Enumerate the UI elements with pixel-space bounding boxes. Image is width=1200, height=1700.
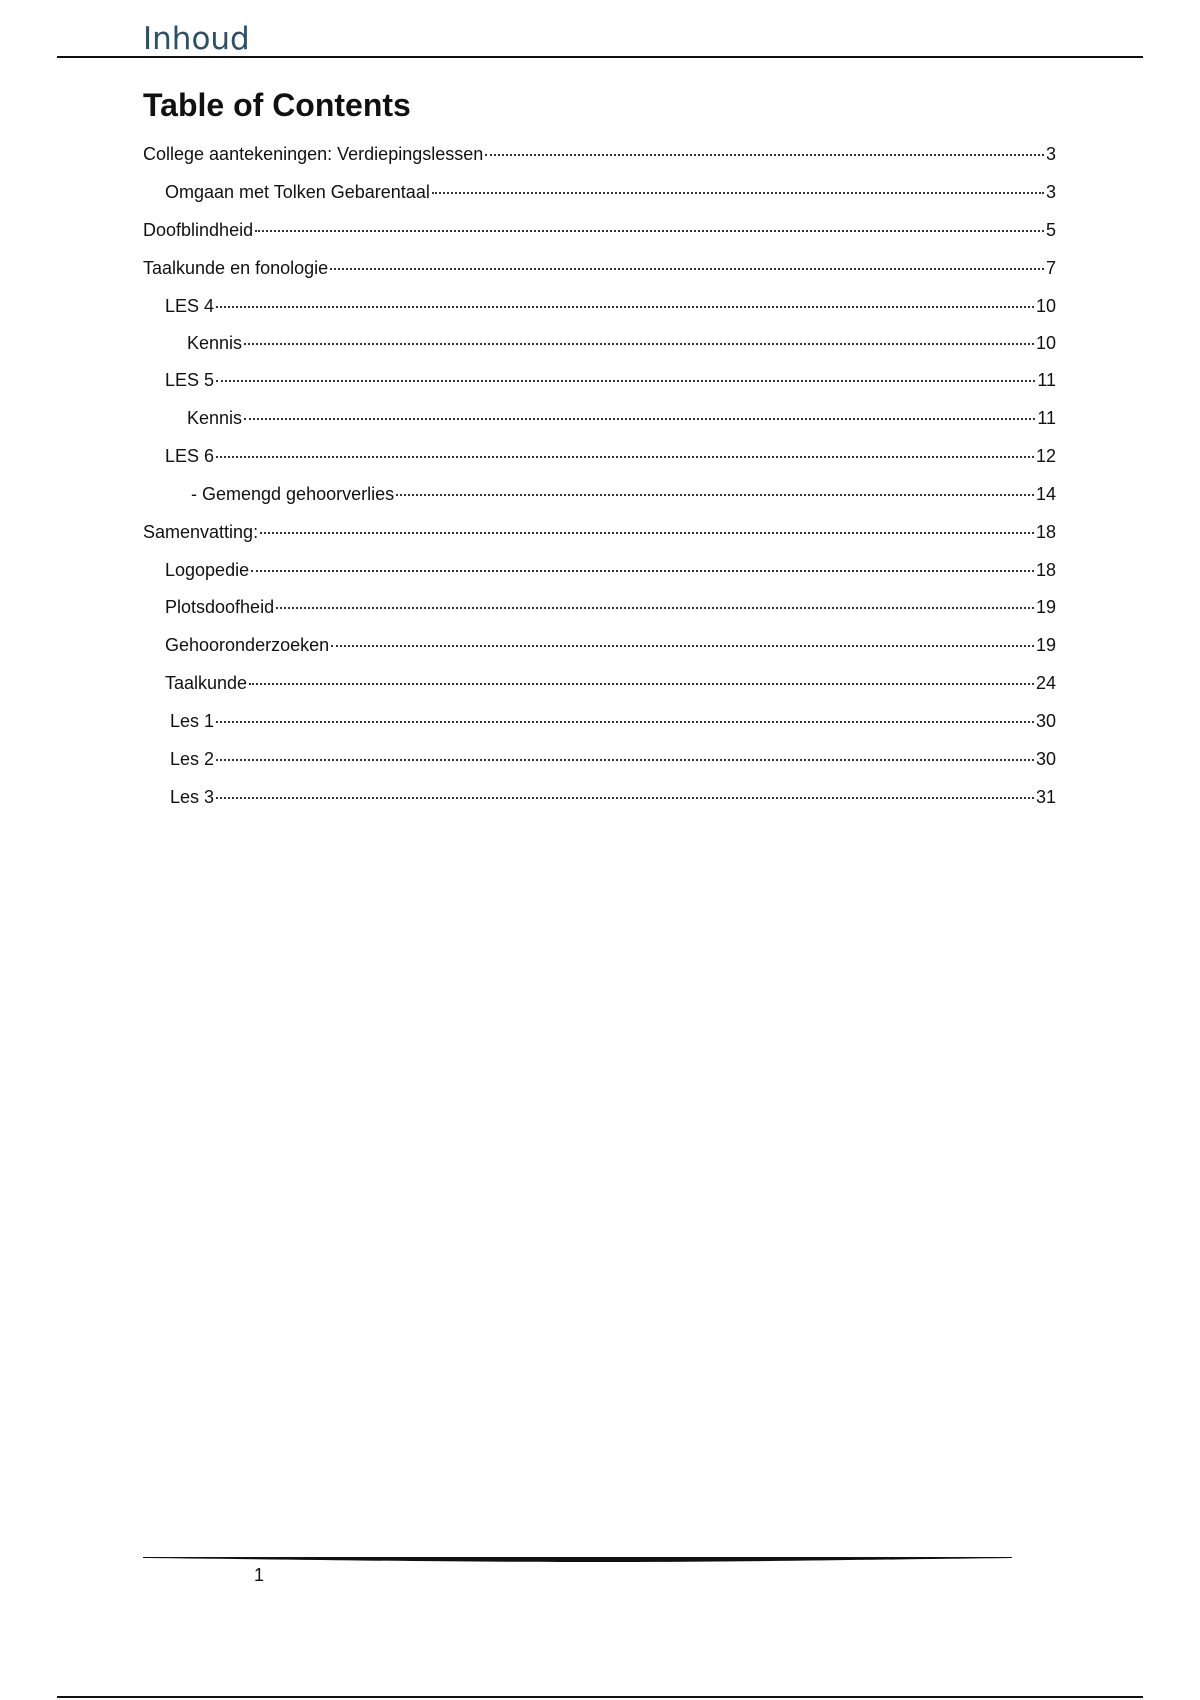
toc-entry[interactable] <box>143 749 1056 771</box>
toc-entry[interactable] <box>143 258 1056 280</box>
toc-entry-page: 30 <box>1035 711 1056 731</box>
toc-entry[interactable] <box>143 333 1056 355</box>
toc-entry-label: LES 5 <box>165 370 215 390</box>
page-number: 1 <box>254 1565 265 1585</box>
toc-leader-dots <box>260 532 1034 534</box>
toc-leader-dots <box>216 759 1034 761</box>
toc-entry-label: Plotsdoofheid <box>165 597 275 617</box>
toc-entry[interactable] <box>143 446 1056 468</box>
toc-entry-label: LES 6 <box>165 446 215 466</box>
toc-entry-label: Samenvatting: <box>143 522 259 542</box>
toc-entry-page: 30 <box>1035 749 1056 769</box>
toc-entry[interactable] <box>143 711 1056 733</box>
toc-entry-page: 10 <box>1035 333 1056 353</box>
toc-leader-dots <box>216 456 1034 458</box>
toc-entry-page: 14 <box>1035 484 1056 504</box>
toc-leader-dots <box>331 645 1034 647</box>
toc-entry[interactable] <box>143 144 1056 166</box>
toc-entry-label: Taalkunde <box>165 673 248 693</box>
toc-leader-dots <box>216 721 1034 723</box>
toc-entry[interactable] <box>143 370 1056 392</box>
page-bottom-divider <box>57 1696 1143 1698</box>
toc-entry[interactable] <box>143 408 1056 430</box>
toc-leader-dots <box>249 683 1034 685</box>
toc-leader-dots <box>432 192 1044 194</box>
toc-leader-dots <box>396 494 1034 496</box>
toc-entry-page: 18 <box>1035 522 1056 542</box>
toc-entry-page: 7 <box>1045 258 1056 278</box>
toc-leader-dots <box>255 230 1044 232</box>
toc-entry-page: 11 <box>1037 408 1056 428</box>
toc-entry-label: Kennis <box>187 333 243 353</box>
toc-entry-label: Doofblindheid <box>143 220 254 240</box>
page-header-title: Inhoud <box>143 21 250 57</box>
toc-leader-dots <box>251 570 1034 572</box>
toc-entry[interactable] <box>143 522 1056 544</box>
toc-entry-page: 5 <box>1045 220 1056 240</box>
toc-leader-dots <box>276 607 1034 609</box>
toc-entry-label: Omgaan met Tolken Gebarentaal <box>165 182 430 202</box>
toc-entry-label: College aantekeningen: Verdiepingslessen <box>143 144 484 164</box>
toc-entry-page: 19 <box>1035 635 1056 655</box>
toc-entry-label: Logopedie <box>165 560 250 580</box>
toc-entry[interactable] <box>143 560 1056 582</box>
toc-leader-dots <box>216 797 1034 799</box>
toc-leader-dots <box>216 380 1035 382</box>
toc-entry-label: Les 1 <box>170 711 215 731</box>
toc-entry-label: Les 3 <box>170 787 215 807</box>
toc-entry[interactable] <box>143 635 1056 657</box>
toc-entry-page: 12 <box>1035 446 1056 466</box>
toc-entry-page: 19 <box>1035 597 1056 617</box>
footer-swash-line <box>143 1548 1012 1568</box>
toc-entry-page: 3 <box>1045 144 1056 164</box>
header-divider <box>57 56 1143 58</box>
toc-entry-label: LES 4 <box>165 296 215 316</box>
toc-entry-label: Gehooronderzoeken <box>165 635 330 655</box>
toc-entry-label: Les 2 <box>170 749 215 769</box>
toc-leader-dots <box>244 418 1035 420</box>
toc-entry[interactable] <box>143 182 1056 204</box>
toc-leader-dots <box>216 306 1034 308</box>
toc-entry[interactable] <box>143 484 1056 506</box>
toc-entry-page: 31 <box>1035 787 1056 807</box>
toc-entry-page: 11 <box>1037 370 1056 390</box>
toc-entry[interactable] <box>143 296 1056 318</box>
toc-title: Table of Contents <box>143 87 411 123</box>
toc-entry-label: - Gemengd gehoorverlies <box>191 484 395 504</box>
toc-entry[interactable] <box>143 597 1056 619</box>
toc-entry-label: Taalkunde en fonologie <box>143 258 329 278</box>
toc-leader-dots <box>244 343 1034 345</box>
toc-entry-page: 24 <box>1035 673 1056 693</box>
toc-leader-dots <box>485 154 1044 156</box>
toc-entry-page: 10 <box>1035 296 1056 316</box>
toc-entry-page: 18 <box>1035 560 1056 580</box>
toc-entry[interactable] <box>143 787 1056 809</box>
toc-entry-page: 3 <box>1045 182 1056 202</box>
toc-entry-label: Kennis <box>187 408 243 428</box>
toc-entry[interactable] <box>143 220 1056 242</box>
toc-leader-dots <box>330 268 1044 270</box>
toc-entry[interactable] <box>143 673 1056 695</box>
